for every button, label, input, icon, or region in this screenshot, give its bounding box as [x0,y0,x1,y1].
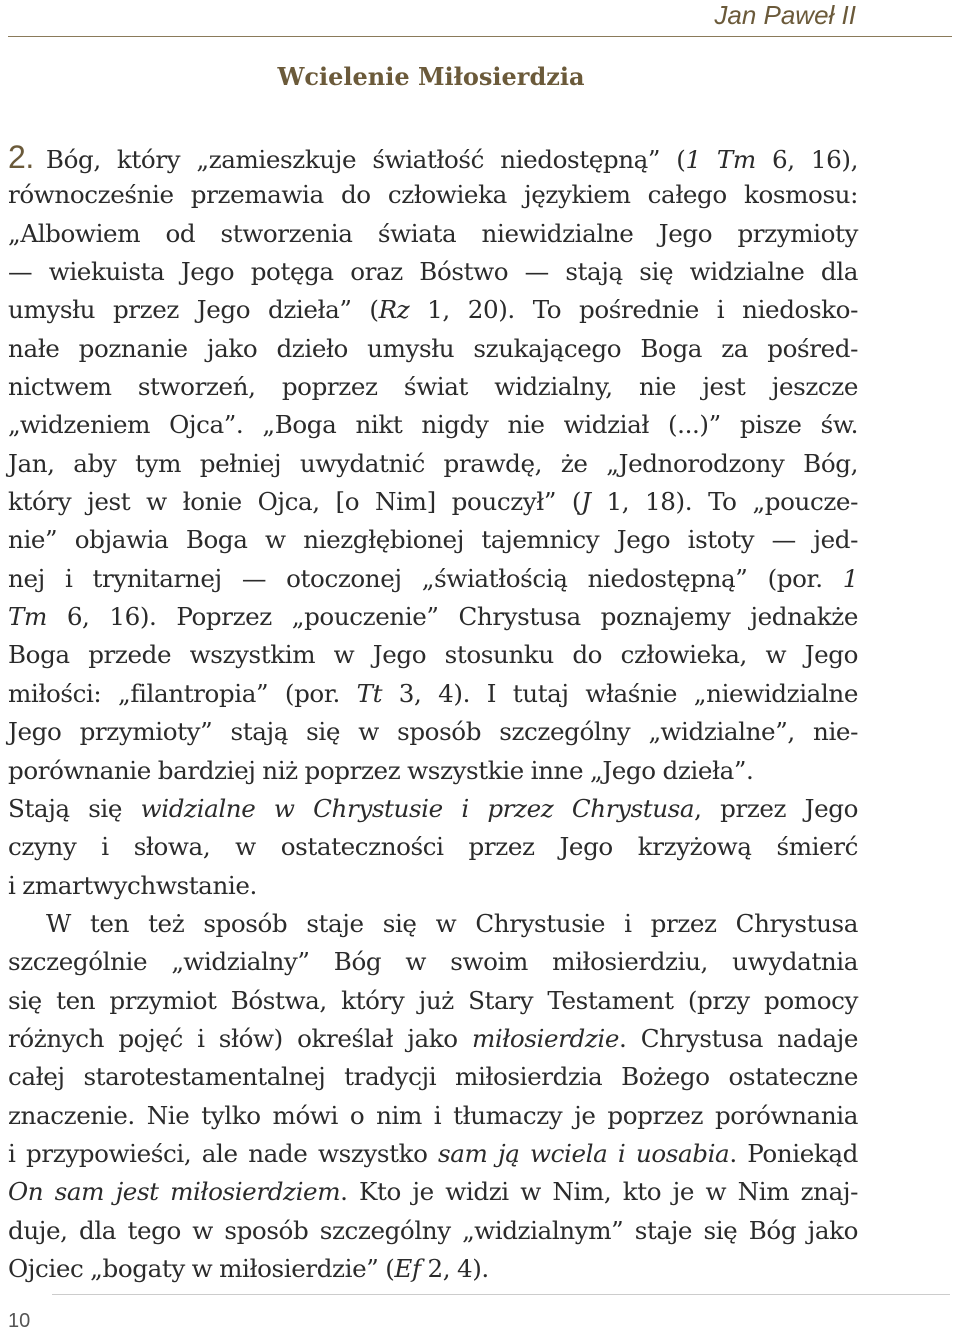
italic-text: miłosierdzie [471,1023,620,1053]
text-line [8,905,858,943]
text-line [8,598,858,636]
text-line [8,253,858,291]
text-line [8,1058,858,1096]
body-text [8,138,858,1288]
text-run: nie” objawia Boga w niezgłębionej tajemnicy Jego istoty — jed- [8,525,858,555]
text-line [8,1250,858,1288]
italic-text: J [581,487,591,517]
text-line [8,330,858,368]
italic-text: On sam jest miłosierdziem [8,1177,341,1207]
text-line [8,1173,858,1211]
text-run: . Poniekąd [729,1138,858,1168]
text-run: Stają się [8,793,141,823]
text-line [8,176,858,214]
text-run: , przez Jego [694,793,858,823]
text-run: 2, 4). [420,1253,489,1283]
italic-text: 1 Tm [685,145,756,174]
text-run: i przypowieści, ale nade wszystko [8,1138,439,1168]
running-header-author: Jan Paweł II [714,0,856,30]
text-run: czyny i słowa, w ostateczności przez Jego krzyżową śmierć [8,832,858,862]
text-run: równocześnie przemawia do człowieka językiem całego kosmosu: [8,180,858,210]
text-run: W ten też sposób staje się w Chrystusie i przez Chrystusa [46,908,858,938]
text-line [8,982,858,1020]
text-line [8,943,858,981]
text-run: „Albowiem od stworzenia świata niewidzialne Jego przymioty [8,218,858,248]
text-run: — wiekuista Jego potęga oraz Bóstwo — stają się widzialne dla [8,257,858,287]
italic-text: Ef [394,1253,421,1283]
text-run: Boga przede wszystkim w Jego stosunku do człowieka, w Jego [8,640,858,670]
italic-text: sam ją wciela i uosabia [438,1138,730,1168]
text-line [8,560,858,598]
text-run: znaczenie. Nie tylko mówi o nim i tłumaczy je poprzez porównania [8,1100,858,1130]
text-run: się ten przymiot Bóstwa, który już Stary Testament (przy pomocy [8,985,858,1015]
text-run: 1, 18). To „poucze- [590,487,858,517]
text-run: umysłu przez Jego dzieła” ( [8,295,379,325]
text-line [8,675,858,713]
text-run: „widzeniem Ojca”. „Boga nikt nigdy nie widział (...)” pisze św. [8,410,858,440]
text-line [8,828,858,866]
text-run: 3, 4). I tutaj właśnie „niewidzialne [382,678,858,708]
text-run: porównanie bardziej niż poprzez wszystkie inne „Jego dzieła”. [8,755,754,785]
text-run: całej starotestamentalnej tradycji miłosierdzia Bożego ostateczne [8,1062,858,1092]
text-run: nałe poznanie jako dzieło umysłu szukającego Boga za pośred- [8,333,858,363]
text-run: szczególnie „widzialny” Bóg w swoim miłosierdziu, uwydatnia [8,947,858,977]
text-line [8,291,858,329]
text-run: 6, 16). Poprzez „pouczenie” Chrystusa poznajemy jednakże [46,602,858,632]
text-line [8,215,858,253]
text-run: który jest w łonie Ojca, [o Nim] pouczył” ( [8,487,582,517]
text-run: Jan, aby tym pełniej uwydatnić prawdę, że „Jednorodzony Bóg, [8,448,858,478]
text-run: Jego przymioty” stają się w sposób szczególny „widzialne”, nie- [8,717,858,747]
text-run: duje, dla tego w sposób szczególny „widzialnym” staje się Bóg jako [8,1215,858,1245]
text-run: nictwem stworzeń, poprzez świat widzialny, nie jest jeszcze [8,372,858,402]
text-line [8,1212,858,1250]
text-line [8,406,858,444]
italic-text: Tm [8,602,47,632]
section-number: 2. [8,139,34,175]
text-line [8,713,858,751]
italic-text: Rz [378,295,410,325]
italic-text: 1 [842,563,858,593]
text-line [8,138,858,176]
chapter-title: Wcielenie Miłosierdzia [277,62,585,91]
text-line [8,1020,858,1058]
header-rule [8,36,952,37]
text-run: . Kto je widzi w Nim, kto je w Nim znaj- [340,1177,858,1207]
page-number: 10 [8,1310,31,1332]
text-line [8,1135,858,1173]
text-run: Bóg, który „zamieszkuje światłość niedostępną” ( [45,145,686,174]
text-line [8,752,858,790]
italic-text: widzialne w Chrystusie i przez Chrystusa [140,793,695,823]
text-line [8,368,858,406]
text-line [8,790,858,828]
text-line [8,636,858,674]
text-line [8,483,858,521]
text-run: nej i trynitarnej — otoczonej „światłością niedostępną” (por. [8,563,843,593]
text-run: miłości: „filantropia” (por. [8,678,357,708]
footer-rule [52,1294,950,1295]
text-run: 1, 20). To pośrednie i niedosko- [409,295,858,325]
text-run: różnych pojęć i słów) określał jako [8,1023,472,1053]
text-run: 6, 16), [755,145,858,174]
text-run: i zmartwychwstanie. [8,870,257,900]
text-run: . Chrystusa nadaje [619,1023,858,1053]
text-line [8,1097,858,1135]
text-run: Ojciec „bogaty w miłosierdzie” ( [8,1253,395,1283]
text-line [8,867,858,905]
text-line [8,445,858,483]
text-line [8,521,858,559]
italic-text: Tt [356,678,383,708]
